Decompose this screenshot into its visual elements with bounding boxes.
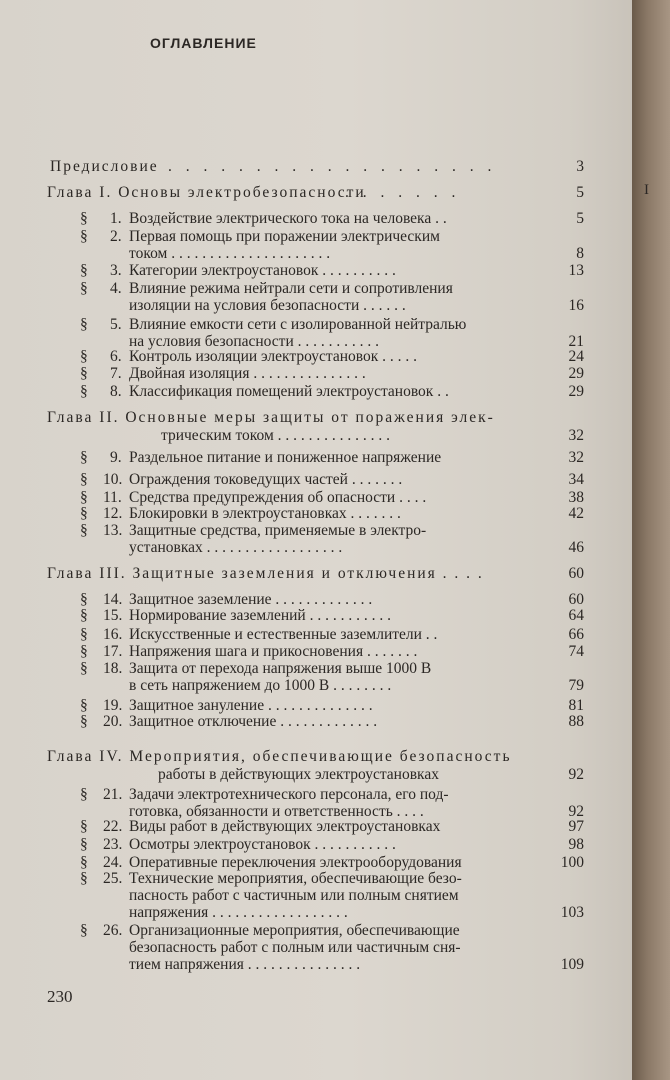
section-sign: § [80, 870, 88, 887]
leader-dots: . . . . . . . . . . . . . . . . . . . [168, 158, 497, 175]
page-ref: 46 [568, 539, 584, 556]
section-sign: § [80, 505, 88, 522]
section-title-cont: током . . . . . . . . . . . . . . . . . . . . . [129, 245, 331, 262]
section-sign: § [80, 210, 88, 227]
section-title: Осмотры электроустановок . . . . . . . . . . . [129, 836, 396, 853]
section-title: Оперативные переключения электрооборудования [129, 854, 462, 871]
section-sign: § [80, 316, 88, 333]
page-ref: 5 [576, 210, 584, 227]
section-title-cont: пасность работ с частичным или полным снятием [129, 887, 459, 904]
section-number: 3. [110, 262, 122, 279]
page-ref: 92 [568, 803, 584, 820]
page-ref: 8 [576, 245, 584, 262]
page-ref: 103 [560, 904, 584, 921]
page-ref: 13 [568, 262, 584, 279]
section-sign: § [80, 449, 88, 466]
section-number: 4. [110, 280, 122, 297]
chapter-title: Предисловие [50, 158, 159, 175]
section-sign: § [80, 228, 88, 245]
chapter-title: Глава I. Основы электробезопасности [47, 184, 366, 201]
section-title: Технические мероприятия, обеспечивающие безо- [129, 870, 462, 887]
section-title: Искусственные и естественные заземлители . . [129, 626, 438, 643]
section-sign: § [80, 383, 88, 400]
section-sign: § [80, 922, 88, 939]
section-number: 13. [103, 522, 123, 539]
section-number: 11. [103, 489, 122, 506]
section-sign: § [80, 471, 88, 488]
section-title: Влияние режима нейтрали сети и сопротивления [129, 280, 453, 297]
chapter-title: Глава II. Основные меры защиты от поражения элек- [47, 409, 495, 426]
page-ref: 66 [568, 626, 584, 643]
page-title: ОГЛАВЛЕНИЕ [150, 35, 257, 51]
section-number: 24. [103, 854, 123, 871]
page-ref: 3 [576, 158, 584, 175]
section-title-cont: напряжения . . . . . . . . . . . . . . . . . . [129, 904, 348, 921]
toc-section-entry [0, 922, 632, 982]
section-title: Защитное зануление . . . . . . . . . . . . . . [129, 697, 373, 714]
section-number: 15. [103, 607, 123, 624]
section-title: Двойная изоляция . . . . . . . . . . . . . . . [129, 365, 366, 382]
section-title: Воздействие электрического тока на человека . . [129, 210, 447, 227]
page-ref: 32 [568, 427, 584, 444]
page-ref: 16 [568, 297, 584, 314]
page-ref: 29 [568, 365, 584, 382]
section-title: Контроль изоляции электроустановок . . . . . [129, 348, 417, 365]
section-title: Классификация помещений электроустановок . . [129, 383, 449, 400]
section-title-cont: установках . . . . . . . . . . . . . . . . . . [129, 539, 343, 556]
toc-section-entry [0, 870, 632, 930]
page-ref: 64 [568, 607, 584, 624]
section-number: 19. [103, 697, 123, 714]
section-number: 16. [103, 626, 123, 643]
section-sign: § [80, 365, 88, 382]
section-title: Влияние емкости сети с изолированной нейтралью [129, 316, 467, 333]
next-page-edge [632, 0, 670, 1080]
section-sign: § [80, 643, 88, 660]
section-sign: § [80, 660, 88, 677]
section-title-cont: тием напряжения . . . . . . . . . . . . . . . [129, 956, 361, 973]
section-sign: § [80, 836, 88, 853]
section-number: 22. [103, 818, 123, 835]
section-title-cont: изоляции на условия безопасности . . . . . . [129, 297, 406, 314]
section-number: 5. [110, 316, 122, 333]
section-number: 17. [103, 643, 123, 660]
section-number: 10. [103, 471, 123, 488]
section-sign: § [80, 786, 88, 803]
section-sign: § [80, 280, 88, 297]
page-ref: 74 [568, 643, 584, 660]
page-ref: 88 [568, 713, 584, 730]
chapter-title-cont: трическим током . . . . . . . . . . . . . . . [161, 427, 391, 444]
section-title: Виды работ в действующих электроустановках [129, 818, 441, 835]
section-title: Ограждения токоведущих частей . . . . . . . [129, 471, 403, 488]
page-ref: 29 [568, 383, 584, 400]
section-number: 7. [110, 365, 122, 382]
section-sign: § [80, 854, 88, 871]
section-sign: § [80, 591, 88, 608]
section-sign: § [80, 818, 88, 835]
page-ref: 5 [576, 184, 584, 201]
section-title-cont: готовка, обязанности и ответственность . . . . [129, 803, 424, 820]
section-title: Задачи электротехнического персонала, его под- [129, 786, 449, 803]
page-ref: 38 [568, 489, 584, 506]
page-number: 230 [47, 987, 73, 1006]
chapter-title-cont: работы в действующих электроустановках [158, 766, 439, 783]
section-sign: § [80, 626, 88, 643]
page-ref: 60 [568, 565, 584, 582]
section-number: 6. [110, 348, 122, 365]
section-sign: § [80, 489, 88, 506]
next-page-peek-text: I [644, 182, 649, 198]
section-title: Защитные средства, применяемые в электро- [129, 522, 427, 539]
section-title: Блокировки в электроустановках . . . . . . . [129, 505, 401, 522]
section-title-cont: на условия безопасности . . . . . . . . . . . [129, 333, 379, 350]
section-number: 12. [103, 505, 123, 522]
page-ref: 97 [568, 818, 584, 835]
section-number: 18. [103, 660, 123, 677]
page-ref: 100 [560, 854, 584, 871]
section-title: Первая помощь при поражении электрическим [129, 228, 440, 245]
page-ref: 24 [568, 348, 584, 365]
section-sign: § [80, 522, 88, 539]
section-number: 8. [110, 383, 122, 400]
section-title-cont: в сеть напряжением до 1000 В . . . . . . . . [129, 677, 392, 694]
section-number: 9. [110, 449, 122, 466]
section-number: 26. [103, 922, 123, 939]
leader-dots: . . . . . . . [345, 184, 461, 201]
page-ref: 34 [568, 471, 584, 488]
section-title: Защитное отключение . . . . . . . . . . . . . [129, 713, 378, 730]
section-sign: § [80, 607, 88, 624]
section-title: Нормирование заземлений . . . . . . . . . . . [129, 607, 391, 624]
page-ref: 42 [568, 505, 584, 522]
page-ref: 109 [560, 956, 584, 973]
section-number: 25. [103, 870, 123, 887]
section-title: Средства предупреждения об опасности . . . . [129, 489, 427, 506]
section-title: Раздельное питание и пониженное напряжение [129, 449, 442, 466]
section-number: 20. [103, 713, 123, 730]
section-sign: § [80, 262, 88, 279]
page-ref: 21 [568, 333, 584, 350]
section-sign: § [80, 348, 88, 365]
page-ref: 79 [568, 677, 584, 694]
section-number: 23. [103, 836, 123, 853]
page-ref: 81 [568, 697, 584, 714]
section-number: 21. [103, 786, 123, 803]
page-ref: 60 [568, 591, 584, 608]
section-title: Организационные мероприятия, обеспечивающие [129, 922, 460, 939]
section-title: Напряжения шага и прикосновения . . . . . . . [129, 643, 418, 660]
section-title: Защита от перехода напряжения выше 1000 В [129, 660, 432, 677]
page-ref: 32 [568, 449, 584, 466]
section-number: 14. [103, 591, 123, 608]
section-number: 1. [110, 210, 122, 227]
section-title-cont: безопасность работ с полным или частичным сня- [129, 939, 461, 956]
section-title: Категории электроустановок . . . . . . . . . . [129, 262, 396, 279]
section-sign: § [80, 697, 88, 714]
chapter-title: Глава IV. Мероприятия, обеспечивающие безопасность [47, 748, 512, 765]
section-number: 2. [110, 228, 122, 245]
section-sign: § [80, 713, 88, 730]
page-ref: 92 [568, 766, 584, 783]
chapter-title: Глава III. Защитные заземления и отключения . . . . [47, 565, 484, 582]
page-ref: 98 [568, 836, 584, 853]
section-title: Защитное заземление . . . . . . . . . . . . . [129, 591, 373, 608]
